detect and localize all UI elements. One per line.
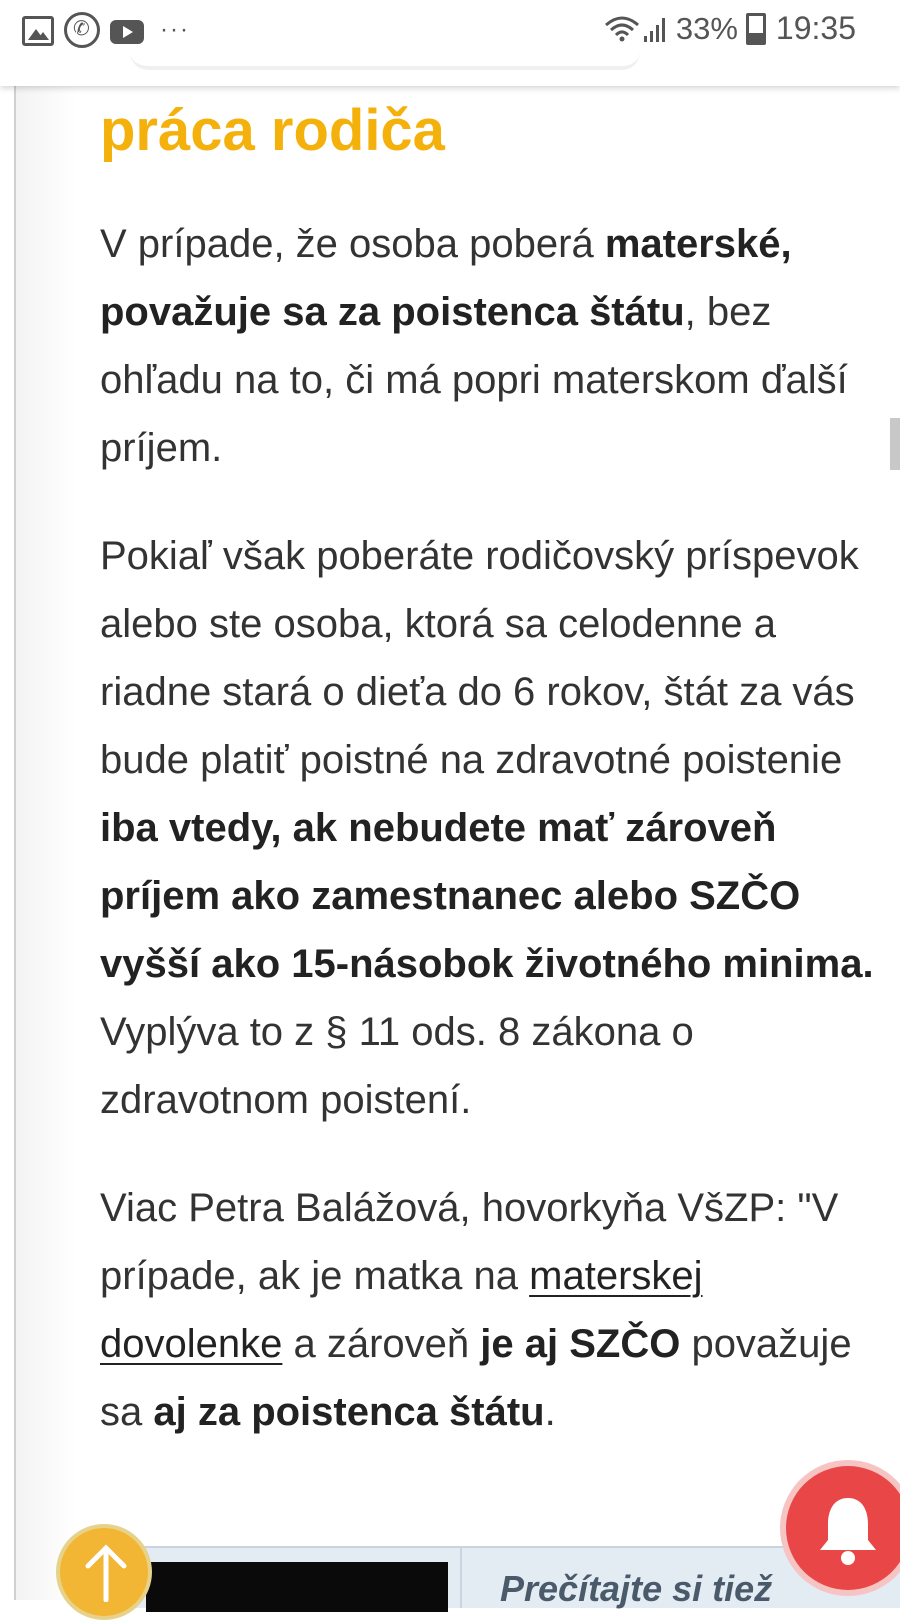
related-article-box[interactable] xyxy=(120,1546,900,1608)
notification-bell-button[interactable] xyxy=(786,1466,900,1590)
more-notifications-icon: ··· xyxy=(160,16,190,43)
related-label[interactable]: Prečítajte si tiež xyxy=(500,1568,773,1609)
clock: 19:35 xyxy=(775,10,856,46)
page-border xyxy=(14,86,16,1600)
battery-icon xyxy=(746,13,766,45)
article-body xyxy=(100,86,880,1446)
bell-icon xyxy=(816,1494,880,1566)
scroll-to-top-button[interactable] xyxy=(56,1524,152,1620)
scrollbar-thumb[interactable] xyxy=(890,418,900,470)
paragraph-parental-allowance: Pokiaľ však poberáte rodičovský príspevok alebo ste osoba, ktorá sa celodenne a riadne stará o dieťa do 6 rokov, štát za vás bude platiť poistné na zdravotné poistenie iba vtedy, ak nebudete mať zároveň príjem ako zamestnanec alebo SZČO vyšší ako 15-násobok životného minima. Vyplýva to z § 11 ods. 8 zákona o zdravotnom poistení. xyxy=(100,534,874,1122)
notification-icons xyxy=(22,12,190,48)
youtube-icon xyxy=(110,20,144,44)
signal-icon xyxy=(644,16,668,42)
paragraph-quote: Viac Petra Balážová, hovorkyňa VšZP: "V prípade, ak je matka na materskej dovolenke a zároveň je aj SZČO považuje sa aj za poistenca štátu. xyxy=(100,1186,852,1434)
battery-percent: 33% xyxy=(675,10,738,46)
related-divider xyxy=(460,1548,462,1608)
whatsapp-icon xyxy=(64,12,100,48)
maternity-leave-link[interactable]: materskej dovolenke xyxy=(100,1254,703,1366)
paragraph-maternity: V prípade, že osoba poberá materské, považuje sa za poistenca štátu, bez ohľadu na to, či má popri materskom ďalší príjem. xyxy=(100,222,848,470)
page-margin xyxy=(16,86,76,1600)
related-thumbnail[interactable] xyxy=(146,1562,448,1612)
section-heading: práca rodiča xyxy=(100,98,445,163)
system-indicators xyxy=(604,10,856,47)
image-icon xyxy=(22,16,54,46)
arrow-up-icon xyxy=(84,1542,128,1602)
wifi-icon xyxy=(604,15,640,43)
address-bar-edge xyxy=(130,52,640,70)
status-bar xyxy=(0,0,900,86)
